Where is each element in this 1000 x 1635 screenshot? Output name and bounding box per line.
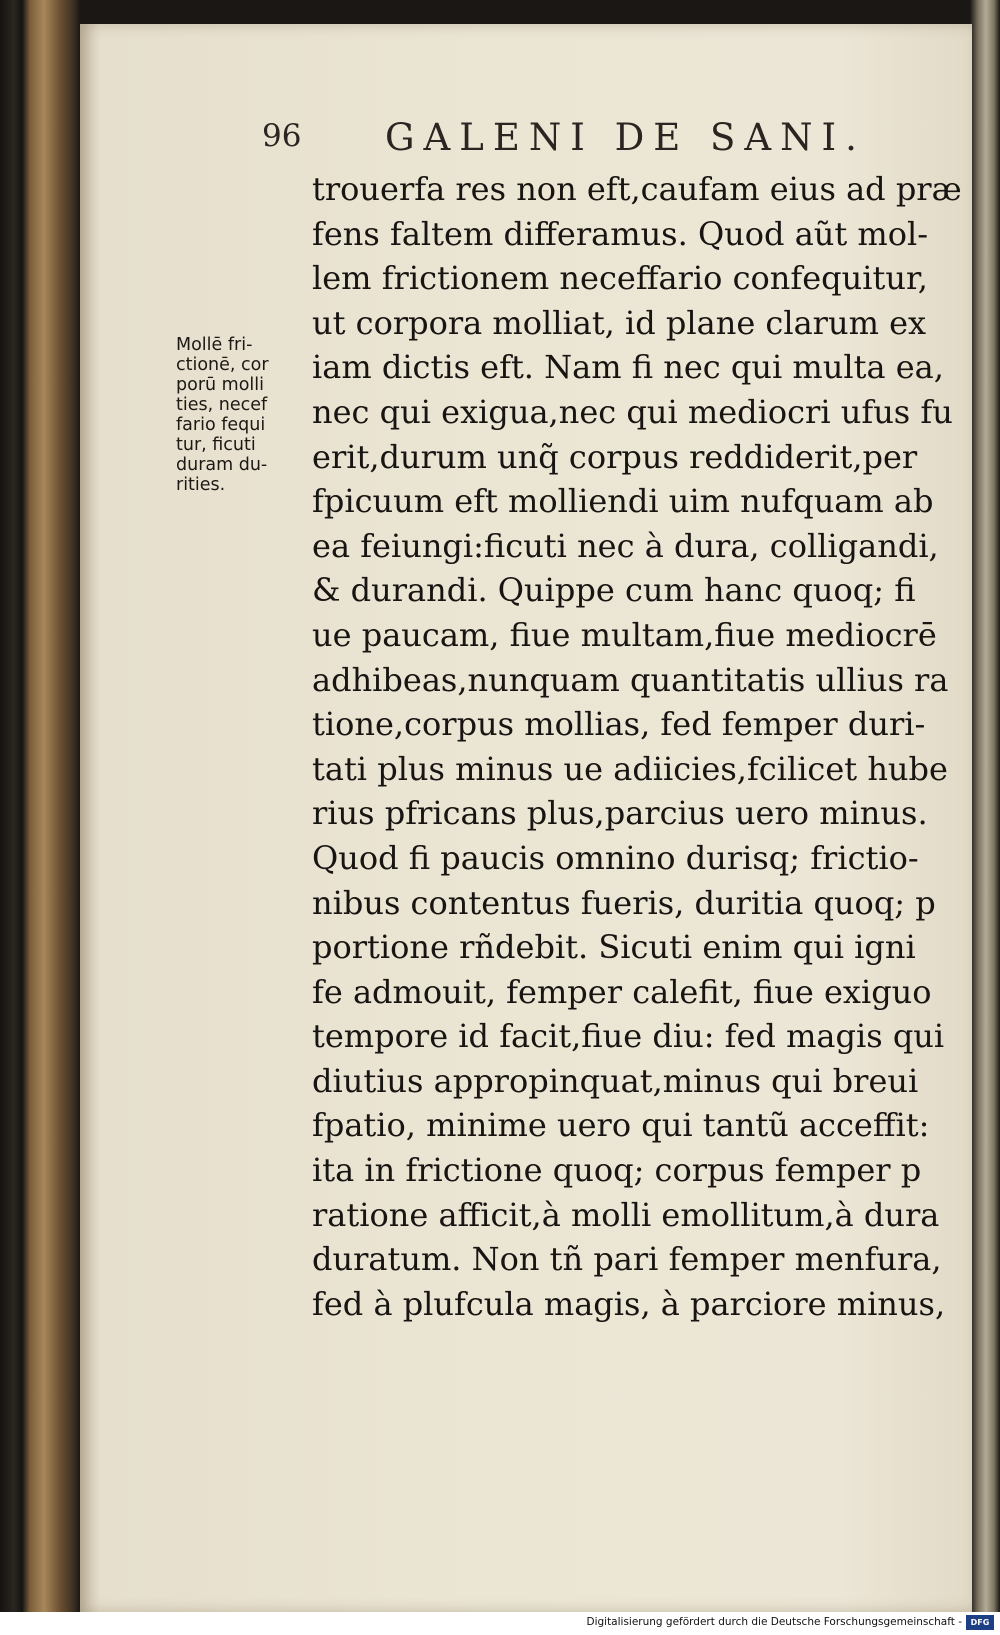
dfg-logo: DFG (966, 1615, 994, 1630)
text-line: ea feiungi:ficuti nec à dura, colligandi, (312, 526, 939, 565)
text-line: rius pfricans plus,parcius uero minus. (312, 794, 928, 833)
text-line: ita in frictione quoq; corpus femper p (312, 1151, 922, 1190)
marginal-note-line: ctionē, cor (176, 355, 269, 375)
running-head (0, 110, 1000, 170)
text-line: fpatio, minime uero qui tantũ acceffit: (312, 1106, 930, 1145)
text-line: Quod fi paucis omnino durisq; frictio- (312, 838, 919, 877)
marginal-note-line: ties, necef (176, 395, 268, 415)
text-line: trouerfa res non eft,caufam eius ad præ (312, 170, 962, 208)
marginal-note (176, 335, 306, 495)
funding-notice: Digitalisierung gefördert durch die Deutsche Forschungsgemeinschaft - (586, 1616, 962, 1628)
text-line: lem frictionem neceffario confequitur, (312, 259, 928, 298)
text-line: ut corpora molliat, id plane clarum ex (312, 303, 927, 342)
text-line: diutius appropinquat,minus qui breui (312, 1061, 919, 1100)
text-line: duratum. Non tñ pari femper menfura, (312, 1240, 942, 1279)
body-text (312, 167, 972, 1326)
text-line: portione rñdebit. Sicuti enim qui igni (312, 928, 916, 967)
text-line: ratione afficit,à molli emollitum,à dura (312, 1195, 940, 1234)
text-line: tempore id facit,fiue diu: fed magis qui (312, 1017, 945, 1056)
marginal-note-line: fario fequi (176, 415, 266, 435)
text-line: fpicuum eft molliendi uim nufquam ab (312, 482, 934, 521)
digitization-footer (0, 1612, 1000, 1635)
text-line: fed à plufcula magis, à parciore minus, (312, 1284, 946, 1323)
text-line: tione,corpus mollias, fed femper duri- (312, 705, 926, 744)
running-title: GALENI DE SANI. (385, 116, 866, 159)
text-line: & durandi. Quippe cum hanc quoq; fi (312, 571, 916, 610)
text-line: adhibeas,nunquam quantitatis ullius ra (312, 660, 949, 699)
marginal-note-line: tur, ficuti (176, 435, 256, 455)
marginal-note-line: Mollē fri- (176, 335, 253, 355)
marginal-note-line: porū molli (176, 375, 265, 395)
text-line: nec qui exigua,nec qui mediocri ufus fu (312, 392, 953, 431)
marginal-note-line: duram du- (176, 455, 268, 475)
text-line: fe admouit, femper calefit, fiue exiguo (312, 972, 932, 1011)
text-line: erit,durum unq̃ corpus reddiderit,per (312, 437, 918, 476)
text-line: iam dictis eft. Nam fi nec qui multa ea, (312, 348, 944, 387)
text-line: nibus contentus fueris, duritia quoq; p (312, 883, 936, 922)
text-line: ue paucam, fiue multam,fiue mediocrē (312, 615, 937, 654)
text-line: fens faltem differamus. Quod aũt mol- (312, 214, 929, 253)
page-number: 96 (262, 118, 302, 154)
text-line: tati plus minus ue adiicies,fcilicet hube (312, 749, 948, 788)
marginal-note-line: rities. (176, 475, 226, 495)
